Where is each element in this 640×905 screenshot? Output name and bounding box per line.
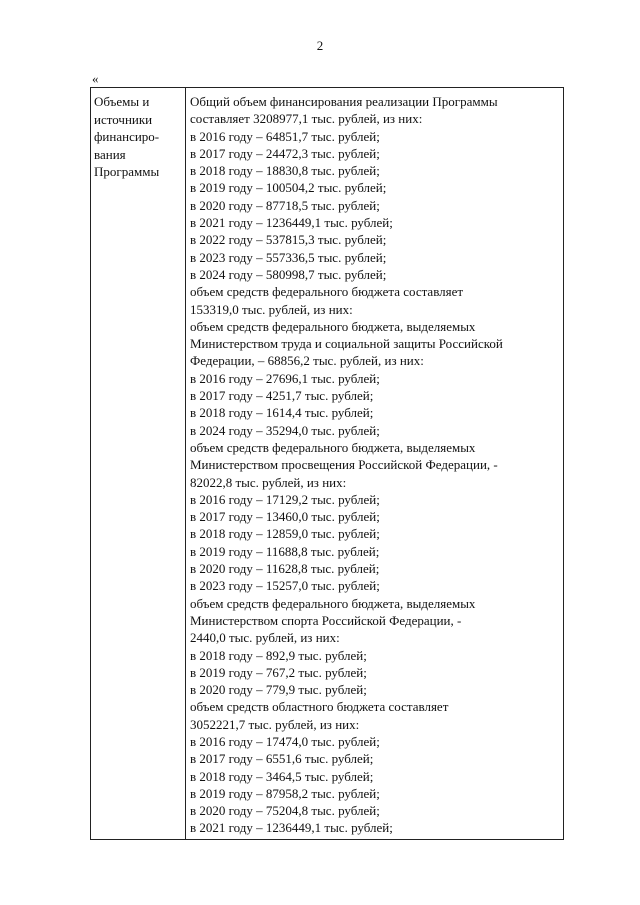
- funding-line: Министерством просвещения Российской Федерации, -: [190, 457, 498, 473]
- label-line: финансиро-: [94, 129, 160, 144]
- funding-line: в 2017 году – 4251,7 тыс. рублей;: [190, 388, 374, 404]
- label-line: вания: [94, 146, 126, 162]
- funding-line: в 2022 году – 537815,3 тыс. рублей;: [190, 232, 387, 248]
- funding-line: в 2020 году – 11628,8 тыс. рублей;: [190, 561, 380, 577]
- label-line: Программы: [94, 164, 160, 179]
- funding-line: в 2018 году – 12859,0 тыс. рублей;: [190, 526, 380, 542]
- funding-line: объем средств областного бюджета составляет: [190, 699, 449, 715]
- funding-line: 82022,8 тыс. рублей, из них:: [190, 474, 347, 490]
- funding-line: Министерством труда и социальной защиты Российской: [190, 336, 503, 352]
- funding-line: объем средств федерального бюджета, выделяемых: [190, 439, 476, 455]
- funding-line: в 2020 году – 87718,5 тыс. рублей;: [190, 197, 380, 213]
- funding-line: в 2020 году – 75204,8 тыс. рублей;: [190, 803, 380, 819]
- funding-line: в 2019 году – 100504,2 тыс. рублей;: [190, 180, 387, 196]
- funding-line: в 2024 году – 35294,0 тыс. рублей;: [190, 422, 380, 438]
- funding-line: Федерации, – 68856,2 тыс. рублей, из них:: [190, 353, 424, 369]
- funding-line: в 2018 году – 892,9 тыс. рублей;: [190, 647, 367, 663]
- funding-line: в 2017 году – 13460,0 тыс. рублей;: [190, 509, 380, 525]
- column-divider: [185, 88, 186, 839]
- funding-line: Министерством спорта Российской Федерации, -: [190, 612, 462, 628]
- label-line: источники: [94, 111, 153, 127]
- funding-line: в 2019 году – 11688,8 тыс. рублей;: [190, 543, 380, 559]
- funding-line: в 2016 году – 27696,1 тыс. рублей;: [190, 370, 380, 386]
- funding-line: в 2018 году – 18830,8 тыс. рублей;: [190, 163, 380, 179]
- funding-line: в 2017 году – 24472,3 тыс. рублей;: [190, 145, 380, 161]
- funding-line: в 2016 году – 17474,0 тыс. рублей;: [190, 733, 380, 749]
- funding-line: в 2019 году – 87958,2 тыс. рублей;: [190, 785, 380, 801]
- funding-table: [90, 87, 564, 840]
- funding-line: в 2016 году – 17129,2 тыс. рублей;: [190, 491, 380, 507]
- label-line: Объемы и: [94, 94, 150, 109]
- funding-line: 2440,0 тыс. рублей, из них:: [190, 630, 340, 646]
- funding-line: составляет 3208977,1 тыс. рублей, из них:: [190, 111, 423, 127]
- funding-line: 153319,0 тыс. рублей, из них:: [190, 301, 353, 317]
- funding-line: в 2023 году – 15257,0 тыс. рублей;: [190, 578, 380, 594]
- funding-line: в 2021 году – 1236449,1 тыс. рублей;: [190, 215, 393, 231]
- page-number: 2: [316, 38, 324, 53]
- funding-line: в 2023 году – 557336,5 тыс. рублей;: [190, 249, 387, 265]
- funding-line: в 2019 году – 767,2 тыс. рублей;: [190, 664, 367, 680]
- funding-line: в 2018 году – 3464,5 тыс. рублей;: [190, 768, 374, 784]
- funding-line: в 2018 году – 1614,4 тыс. рублей;: [190, 405, 374, 421]
- funding-line: в 2024 году – 580998,7 тыс. рублей;: [190, 266, 387, 282]
- funding-line: в 2016 году – 64851,7 тыс. рублей;: [190, 128, 380, 144]
- funding-line: объем средств федерального бюджета, выделяемых: [190, 318, 476, 334]
- opening-quote-mark: «: [92, 71, 99, 86]
- funding-line: в 2020 году – 779,9 тыс. рублей;: [190, 682, 367, 698]
- funding-line: в 2017 году – 6551,6 тыс. рублей;: [190, 751, 374, 767]
- funding-line: объем средств федерального бюджета, выделяемых: [190, 595, 476, 611]
- funding-line: Общий объем финансирования реализации Программы: [190, 94, 498, 109]
- funding-line: объем средств федерального бюджета составляет: [190, 284, 464, 300]
- funding-line: 3052221,7 тыс. рублей, из них:: [190, 716, 360, 732]
- table-value-cell: [190, 93, 562, 837]
- funding-line: в 2021 году – 1236449,1 тыс. рублей;: [190, 820, 393, 836]
- table-label-cell: [94, 93, 182, 181]
